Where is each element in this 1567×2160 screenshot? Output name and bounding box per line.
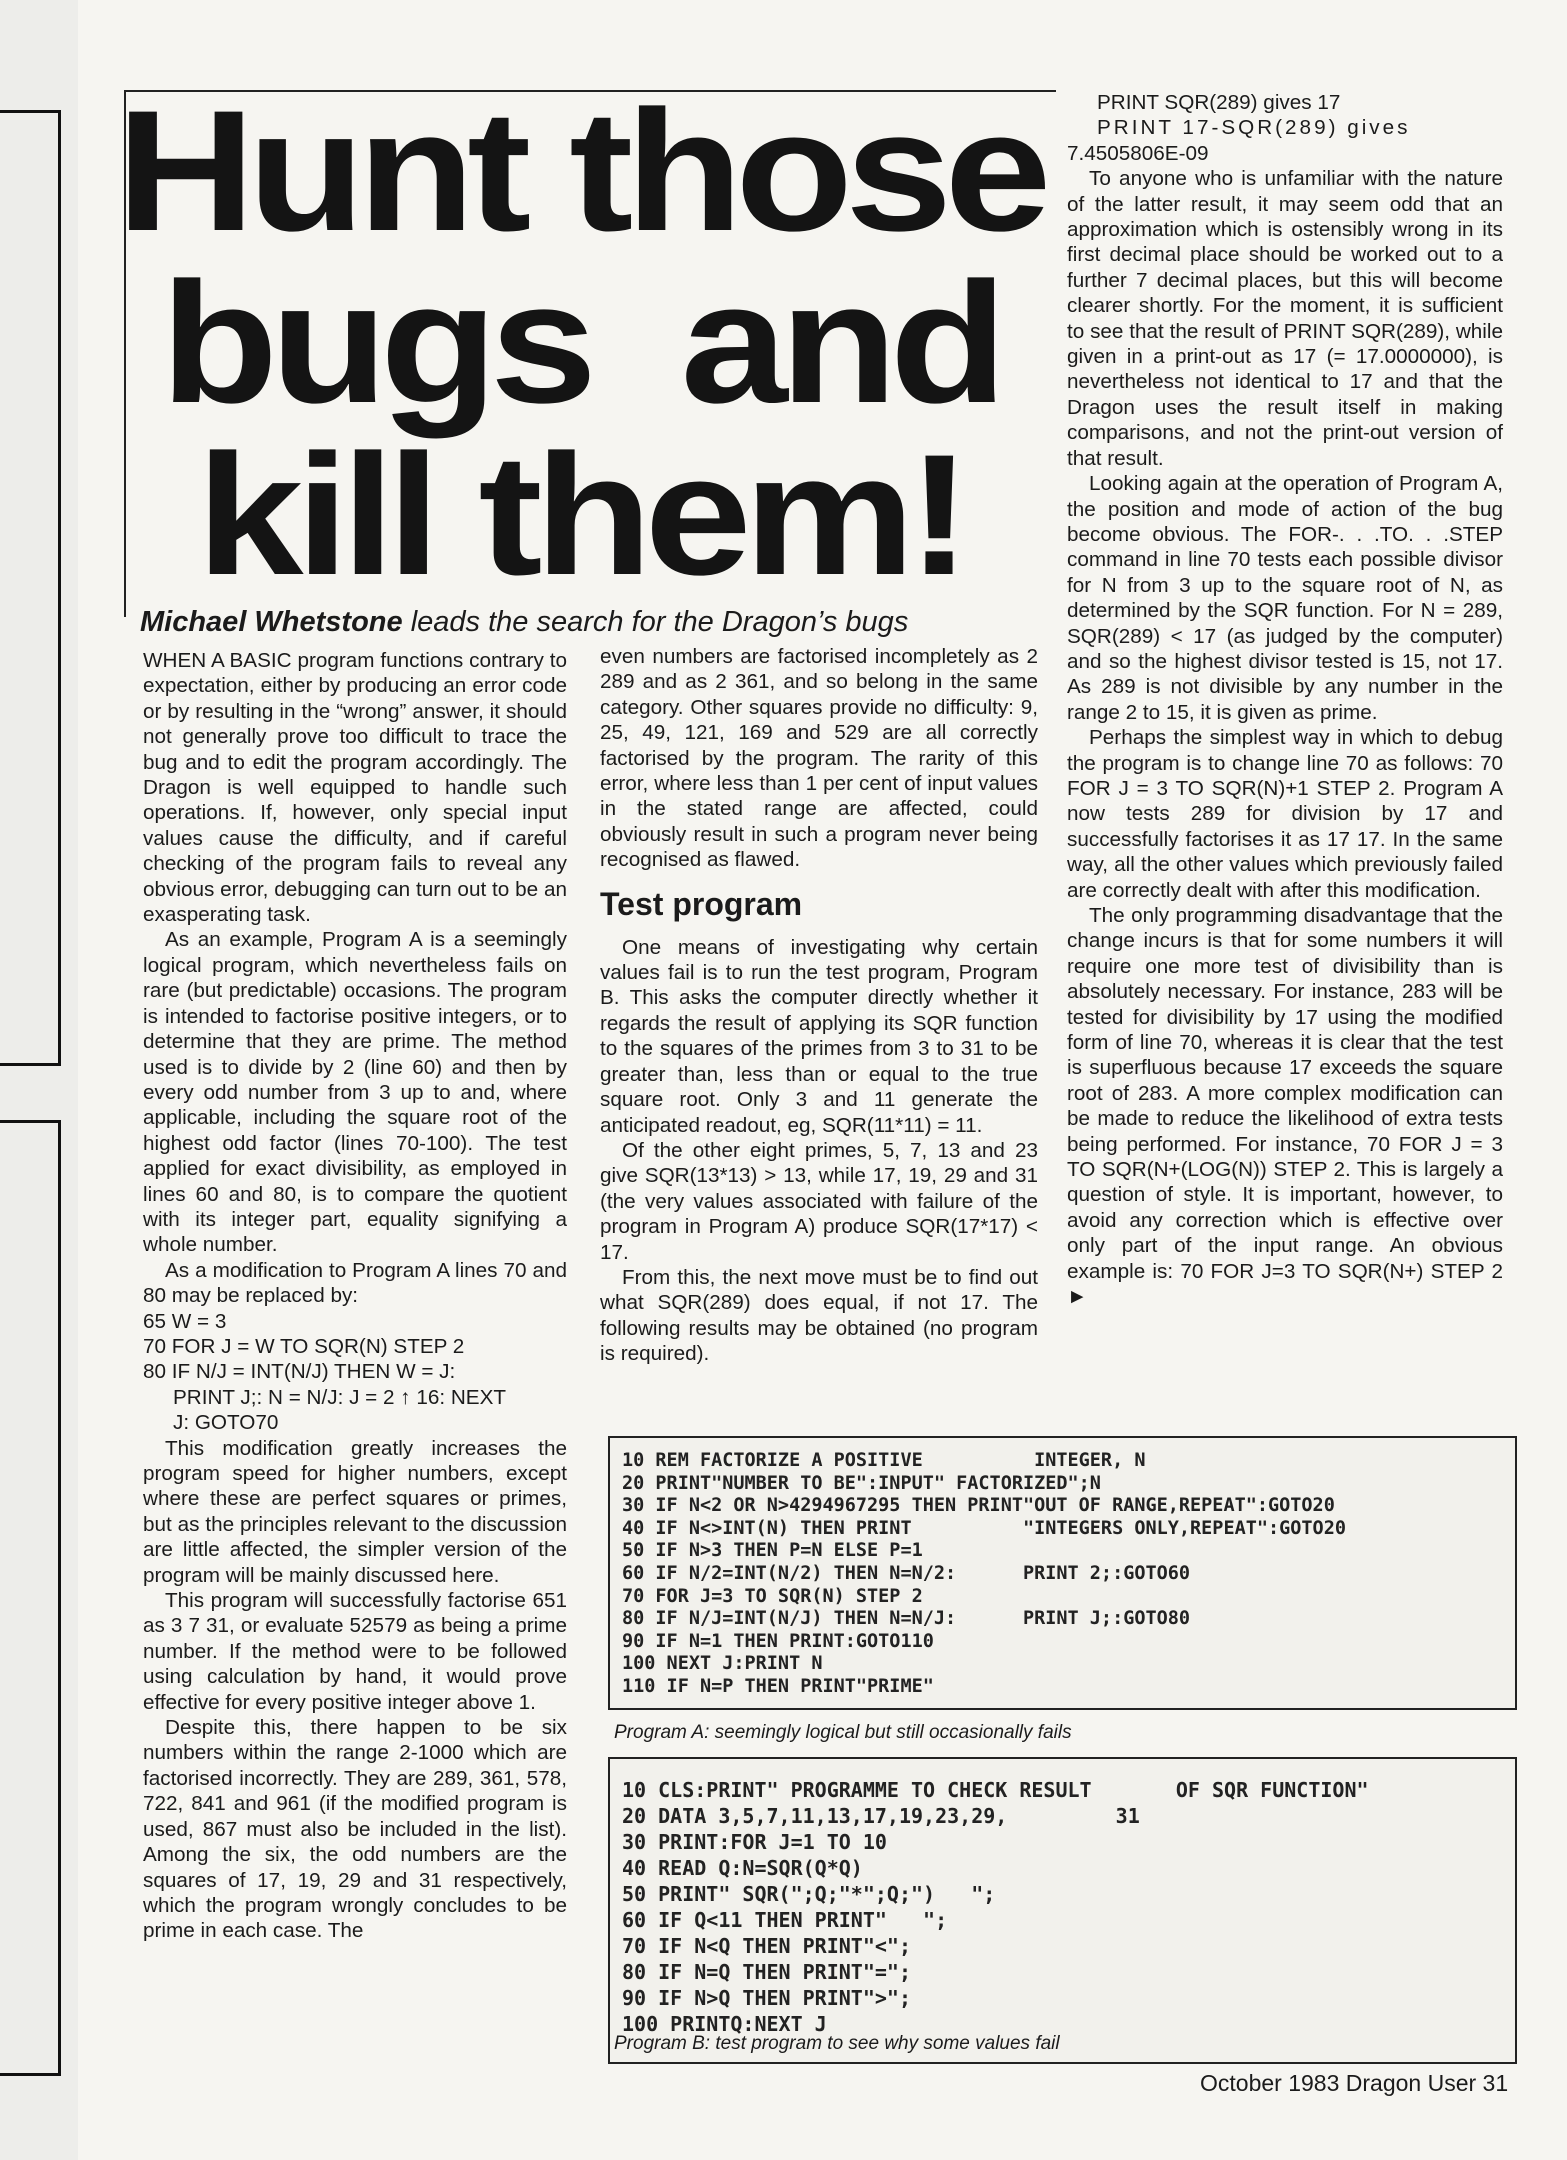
program-b-caption: Program B: test program to see why some values fail: [614, 2033, 1060, 2054]
paragraph: As an example, Program A is a seemingly logical program, which nevertheless fails on rare (but predictable) occasions. The program is intended to factorise positive integers, or to determine that they are prime. The method used is to divide by 2 (line 60) and then by every odd number from 3 up to and, where applicable, including the square root of the highest odd factor (lines 70-100). The test applied for exact divisibility, as employed in lines 60 and 80, is to compare the quotient with its integer part, equality signifying a whole number.: [143, 928, 567, 1257]
paragraph: Despite this, there happen to be six numbers within the range 2-1000 which are factorised incorrectly. They are 289, 361, 578, 722, 841 and 961 (if the modified program is used, 867 must also be included in the list). Among the six, the odd numbers are the squares of 17, 19, 29 and 31 respectively, which the program wrongly concludes to be prime in each case. The: [143, 1716, 567, 1943]
paragraph: This program will successfully factorise 651 as 3 7 31, or evaluate 52579 as being a prime number. If the method were to be followed using calculation by hand, it would prove effective for every positive integer above 1.: [143, 1589, 567, 1714]
inline-code: PRINT SQR(289) gives 17 PRINT 17-SQR(289) gives 7.4505806E-09: [1067, 91, 1411, 165]
paragraph: This modification greatly increases the program speed for higher numbers, except where these are perfect squares or primes, but as the principles relevant to the discussion are little affected, the simpler version of the program will be mainly discussed here.: [143, 1436, 567, 1587]
paragraph: To anyone who is unfamiliar with the nature of the latter result, it may seem odd that an approximation which is ostensibly wrong in its first decimal place should be worked out to a further 7 decimal places, but this will become clearer shortly. For the moment, it is sufficient to see that the result of PRINT SQR(289), while given in a print-out as 17 (= 17.0000000), is nevertheless not identical to 17 and that the Dragon uses the result itself in making comparisons, and not the print-out version of that result.: [1067, 167, 1503, 470]
byline-text: leads the search for the Dragon’s bugs: [402, 606, 909, 638]
program-a-caption: Program A: seemingly logical but still occasionally fails: [614, 1722, 1072, 1743]
paragraph: even numbers are factorised incompletely as 2 289 and as 2 361, and so belong in the same category. Other squares provide no difficulty: 9, 25, 49, 121, 169 and 529 are all correctly factorised by the program. The rarity of this error, where less than 1 per cent of input values in the stated range are affected, could obviously result in such a program never being recognised as flawed.: [600, 645, 1038, 872]
paragraph: The only programming disadvantage that the change incurs is that for some numbers it will require one more test of divisibility than is absolutely necessary. For instance, 283 will be tested for divisibility by 17 using the modified form of line 70, whereas it is clear that the test is superfluous because 17 exceeds the square root of 283. A more complex modification can be made to reduce the likelihood of extra tests being performed. For instance, 70 FOR J = 3 TO SQR(N+(LOG(N)) STEP 2. This is largely a question of style. It is important, however, to avoid any correction which is effective over only part of the input range. An obvious example is: 70 FOR J=3 TO SQR(N+) STEP 2 ►: [1067, 904, 1503, 1309]
paragraph: From this, the next move must be to find out what SQR(289) does equal, if not 17. The following results may be obtained (no program is required).: [600, 1265, 1038, 1366]
paragraph: As a modification to Program A lines 70 and 80 may be replaced by:: [143, 1258, 567, 1308]
paragraph: Perhaps the simplest way in which to debug the program is to change line 70 as follows: 70 FOR J = 3 TO SQR(N)+1 STEP 2. Program A now tests 289 for division by 17 and successfully factorises it as 17 17. In the same way, all the other values which previously failed are correctly dealt with after this modification.: [1067, 726, 1503, 902]
previous-page-edge: [0, 110, 61, 1066]
paragraph: Of the other eight primes, 5, 7, 13 and 23 give SQR(13*13) > 13, while 17, 19, 29 and 31 (the very values associated with failure of the program in Program A) produce SQR(17*17) < 17.: [600, 1138, 1038, 1264]
program-a-listing: [608, 1436, 1517, 1710]
byline-author: Michael Whetstone: [140, 606, 403, 638]
column-3: [1067, 90, 1503, 1310]
headline: Hunt those bugs and kill them!: [116, 75, 1044, 611]
column-2: [600, 644, 1038, 1367]
program-b-code: 10 CLS:PRINT" PROGRAMME TO CHECK RESULT OF SQR FUNCTION" 20 DATA 3,5,7,11,13,17,19,23,29, 31 30 PRINT:FOR J=1 TO 10 40 READ Q:N=SQR(Q*Q) 50 PRINT" SQR(";Q;"*";Q;") "; 60 IF Q<11 THEN PRINT" "; 70 IF N<Q THEN PRINT"<"; 80 IF N=Q THEN PRINT"="; 90 IF N>Q THEN PRINT">"; 100 PRINTQ:NEXT J: [622, 1778, 1369, 2036]
program-a-code: 10 REM FACTORIZE A POSITIVE INTEGER, N 20 PRINT"NUMBER TO BE":INPUT" FACTORIZED";N 30 IF N<2 OR N>4294967295 THEN PRINT"OUT OF RANGE,REPEAT":GOTO20 40 IF N<>INT(N) THEN PRINT "INTEGERS ONLY,REPEAT":GOTO20 50 IF N>3 THEN P=N ELSE P=1 60 IF N/2=INT(N/2) THEN N=N/2: PRINT 2;:GOTO60 70 FOR J=3 TO SQR(N) STEP 2 80 IF N/J=INT(N/J) THEN N=N/J: PRINT J;:GOTO80 90 IF N=1 THEN PRINT:GOTO110 100 NEXT J:PRINT N 110 IF N=P THEN PRINT"PRIME": [622, 1450, 1346, 1697]
program-b-listing: [608, 1757, 1517, 2064]
previous-page-edge: [0, 1120, 61, 2076]
inline-code: 65 W = 3 70 FOR J = W TO SQR(N) STEP 2 80 IF N/J = INT(N/J) THEN W = J: PRINT J;: N = N/J: J = 2 ↑ 16: NEXT J: GOTO70: [143, 1309, 507, 1435]
byline: [140, 606, 1040, 639]
paragraph: Looking again at the operation of Program A, the position and mode of action of the bug become obvious. The FOR-. . .TO. . .STEP command in line 70 tests each possible divisor for N from 3 up to the square root of N, as determined by the SQR function. For N = 289, SQR(289) < 17 (as judged by the computer) and so the highest divisor tested is 15, not 17. As 289 is not divisible by any number in the range 2 to 15, it is given as prime.: [1067, 472, 1503, 724]
paragraph: WHEN A BASIC program functions contrary to expectation, either by producing an error code or by resulting in the “wrong” answer, it should not generally prove too difficult to trace the bug and to edit the program accordingly. The Dragon is well equipped to handle such operations. If, however, only special input values cause the difficulty, and if careful checking of the program fails to reveal any obvious error, debugging can turn out to be an exasperating task.: [143, 649, 567, 927]
section-heading: Test program: [600, 885, 803, 922]
page-footer: October 1983 Dragon User 31: [1200, 2070, 1509, 2096]
paragraph: One means of investigating why certain values fail is to run the test program, Program B. This asks the computer directly whether it regards the result of applying its SQR function to the squares of the primes from 3 to 31 to be greater than, less than or equal to the true square root. Only 3 and 11 generate the anticipated readout, eg, SQR(11*11) = 11.: [600, 935, 1038, 1137]
column-1: [143, 648, 567, 1944]
